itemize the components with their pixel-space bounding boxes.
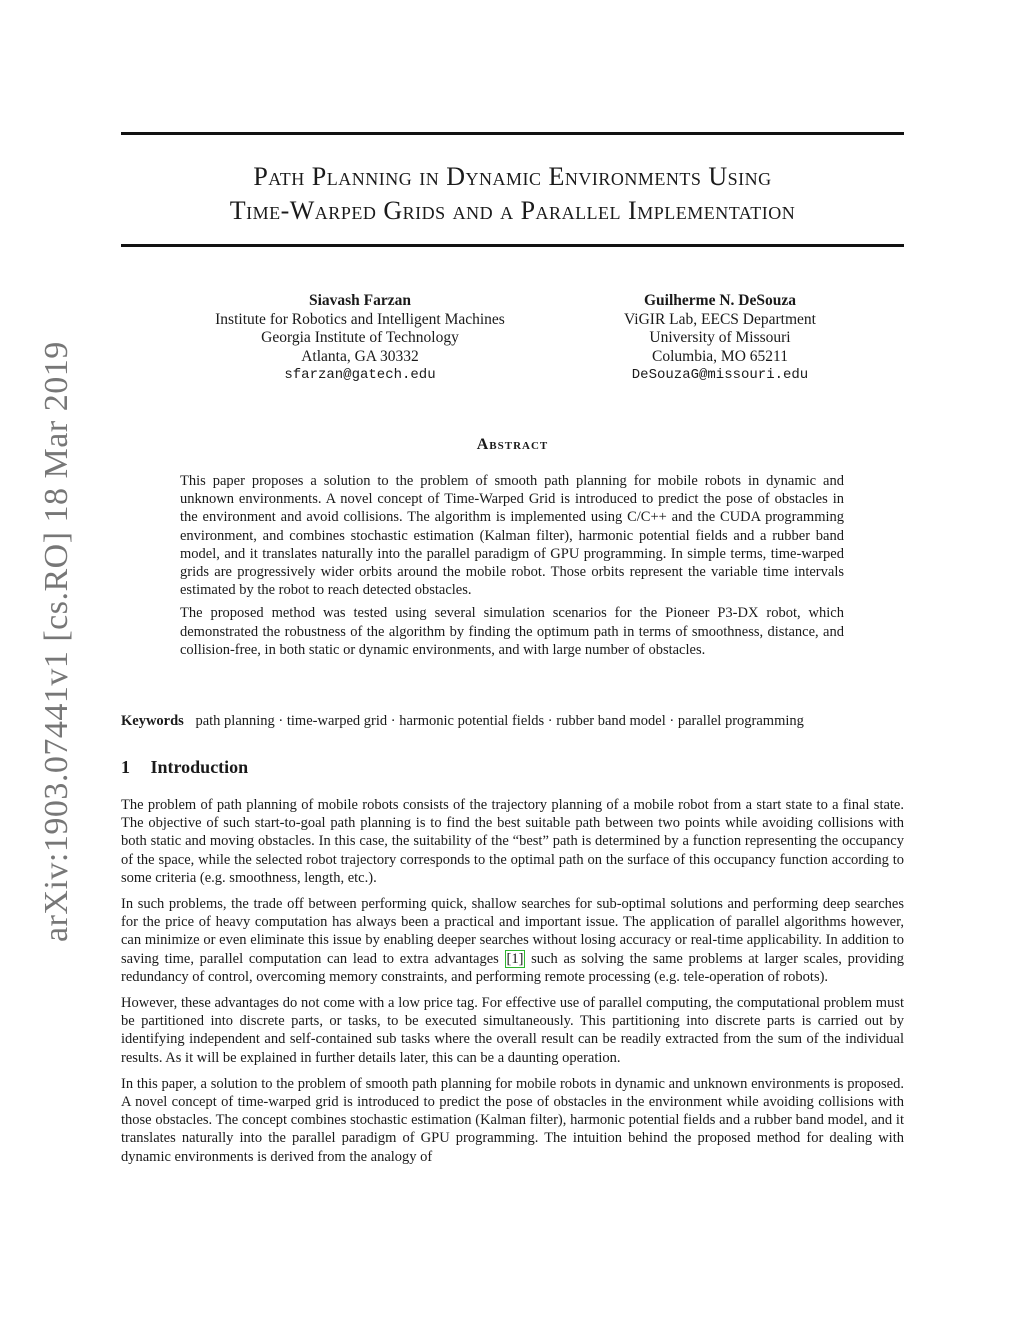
author-affiliation: ViGIR Lab, EECS Department	[624, 310, 816, 328]
author-address: Columbia, MO 65211	[652, 347, 788, 365]
author-email[interactable]: sfarzan@gatech.edu	[284, 367, 436, 383]
author-block-1	[190, 292, 530, 385]
paper-title	[121, 160, 904, 228]
author-affiliation: Institute for Robotics and Intelligent Machines	[215, 310, 505, 328]
intro-paragraph-1: The problem of path planning of mobile robots consists of the trajectory planning of a mobile robot from a start state to a final state. The objective of such start-to-goal path planning is to find the best suitable path between two points while avoiding collisions with both static and moving obstacles. In this case, the suitability of the “best” path is determined by a function representing the occupancy of the space, while the selected robot trajectory corresponds to the optimal path on the surface of this occupancy function according to some criteria (e.g. smoothness, length, etc.).	[121, 797, 904, 886]
section-title: Introduction	[150, 757, 249, 777]
intro-paragraph-2-text-a: In such problems, the trade off between performing quick, shallow searches for sub-optimal solutions and performing deep searches for the price of heavy computation has always been a practical and important issue. The application of parallel algorithms however, can minimize or even eliminate this issue by enabling deeper searches without losing accuracy or real-time applicability. In addition to saving time, parallel computation can lead to extra advantages	[121, 896, 904, 967]
intro-paragraph-3: However, these advantages do not come with a low price tag. For effective use of parallel computing, the computational problem must be partitioned into discrete parts, or tasks, to be executed simultaneously. This partitioning into discrete parts is carried out by identifying independent and self-contained sub tasks where the overall result can be readily extracted from the sum of the individual results. As it will be explained in further details later, this can be a daunting operation.	[121, 995, 904, 1066]
title-rule-bottom	[121, 244, 904, 247]
author-email[interactable]: DeSouzaG@missouri.edu	[631, 367, 809, 383]
introduction-body	[121, 796, 904, 1174]
author-address: Atlanta, GA 30332	[301, 347, 419, 365]
title-rule-top	[121, 132, 904, 135]
intro-paragraph-4: In this paper, a solution to the problem of smooth path planning for mobile robots in dynamic and unknown environments is proposed. A novel concept of time-warped grid is introduced to predict the pose of obstacles in the environment while avoiding collisions with those obstacles. The concept combines stochastic estimation (Kalman filter), harmonic potential fields and a rubber band model, and it translates naturally into the parallel paradigm of GPU programming. The intuition behind the proposed method for dealing with dynamic environments is derived from the analogy of	[121, 1075, 904, 1165]
author-institution: Georgia Institute of Technology	[261, 329, 459, 346]
keywords	[121, 712, 904, 730]
intro-paragraph-2	[121, 895, 904, 986]
author-block-2	[560, 292, 880, 385]
section-number: 1	[121, 757, 130, 777]
abstract-heading: Abstract	[476, 436, 549, 453]
keywords-list: path planning · time-warped grid · harmonic potential fields · rubber band model · parallel programming	[195, 713, 804, 729]
intro-paragraph-2-text-b: such as solving the same problems at larger scales, providing redundancy of control, overcoming memory constraints, and performing remote processing (e.g. tele-operation of robots).	[121, 950, 904, 985]
arxiv-identifier: arXiv:1903.07441v1 [cs.RO] 18 Mar 2019	[38, 341, 75, 942]
abstract-paragraph-2: The proposed method was tested using several simulation scenarios for the Pioneer P3-DX robot, which demonstrated the robustness of the algorithm by finding the optimum path in terms of smoothness, distance, and collision-free, in both static or dynamic environments, and with large number of obstacles.	[180, 605, 844, 658]
keywords-label: Keywords	[121, 713, 184, 729]
title-line-1: Path Planning in Dynamic Environments Using	[253, 162, 772, 191]
author-name: Guilherme N. DeSouza	[644, 292, 796, 309]
title-line-2: Time-Warped Grids and a Parallel Implementation	[229, 196, 796, 225]
abstract	[180, 472, 844, 664]
author-name: Siavash Farzan	[308, 292, 412, 309]
author-institution: University of Missouri	[649, 329, 791, 346]
abstract-paragraph-1: This paper proposes a solution to the problem of smooth path planning for mobile robots in dynamic and unknown environments. A novel concept of Time-Warped Grid is introduced to predict the pose of obstacles in the environment and avoid collisions. The algorithm is implemented using C/C++ and the CUDA programming environment, and combines stochastic estimation (Kalman filter), harmonic potential fields and a rubber band model, and it translates naturally into the parallel paradigm of GPU programming. In simple terms, time-warped grids are progressively wider orbits around the mobile robot. Those orbits represent the variable time intervals estimated by the robot to reach detected obstacles.	[180, 473, 844, 599]
section-heading-introduction	[121, 757, 248, 778]
citation-link[interactable]: [1]	[506, 950, 524, 967]
